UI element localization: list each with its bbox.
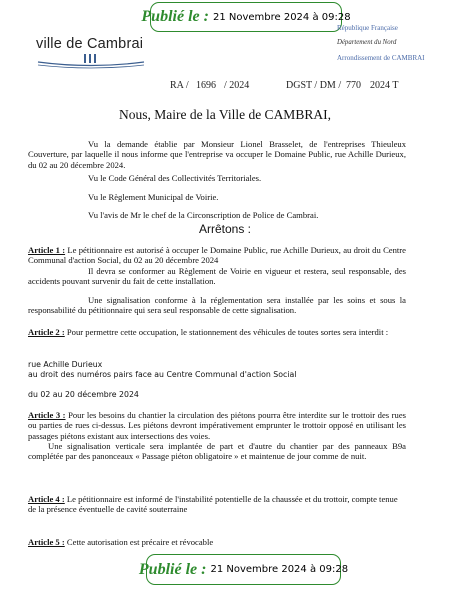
article-2-place: au droit des numéros pairs face au Centre Communal d'action Social	[28, 370, 297, 379]
article-1	[28, 245, 406, 266]
article-4	[28, 494, 406, 515]
ra-number: 1696	[196, 80, 216, 91]
article-4-text: Le pétitionnaire est informé de l'instabilité potentielle de la chaussée et du trottoir, compte tenue de la présence éventuelle de cavité souterraine	[28, 494, 398, 515]
published-label: Publié le :	[141, 8, 209, 25]
article-4-label: Article 4 :	[28, 494, 65, 504]
article-5-label: Article 5 :	[28, 537, 65, 547]
department-label: Département du Nord	[337, 39, 397, 47]
published-date: 21 Novembre 2024 à 09:28	[212, 11, 351, 23]
logo-text: ville de Cambrai	[36, 36, 144, 52]
article-2-text: Pour permettre cette occupation, le stationnement des véhicules de toutes sortes sera interdit :	[66, 327, 389, 337]
dgst-label: DGST / DM /	[286, 80, 342, 91]
republic-label: République Française	[337, 24, 398, 32]
published-date-bottom: 21 Novembre 2024 à 09:28	[210, 564, 349, 575]
published-label-bottom: Publié le :	[138, 560, 207, 578]
published-stamp-top	[141, 2, 351, 32]
article-5	[28, 537, 406, 547]
article-2	[28, 327, 406, 337]
article-3-label: Article 3 :	[28, 410, 66, 420]
article-3-signage: Une signalisation verticale sera implantée de part et d'autre du chantier par des panneaux B9a complétée par des panonceaux « Passage piéton obligatoire » et maintenue de jour comme de nuit.	[28, 441, 406, 462]
vu-police: Vu l'avis de Mr le chef de la Circonscription de Police de Cambrai.	[88, 210, 319, 220]
article-3-text: Pour les besoins du chantier la circulation des piétons pourra être interdite sur le trottoir des rues ou parties de rues ci-dessus. Les piétons devront impérativement emprunter le trottoir opposé en utilisant les passages piétons existant aux intersections des voies.	[28, 410, 406, 441]
dgst-number: 770	[346, 80, 361, 91]
vu-reglement: Vu le Règlement Municipal de Voirie.	[88, 192, 219, 202]
article-2-dates: du 02 au 20 décembre 2024	[28, 390, 139, 399]
article-2-street: rue Achille Durieux	[28, 360, 103, 369]
article-2-label: Article 2 :	[28, 327, 65, 337]
vu-demande: Vu la demande établie par Monsieur Lionel Brasselet, de l'entreprises Thieuleux Couverture, par laquelle il nous informe que l'entreprise va occuper le Domaine Public, rue Achille Durieux, du 02 au 20 décembre 2024.	[28, 139, 406, 170]
city-logo	[36, 36, 143, 52]
article-1-signage: Une signalisation conforme à la réglementation sera installée par les soins et sous la responsabilité du pétitionnaire qui sera seul responsable de cette signalisation.	[28, 295, 406, 316]
arrondissement-label: Arrondissement de CAMBRAI	[337, 53, 425, 62]
article-1-text: Le pétitionnaire est autorisé à occuper le Domaine Public, rue Achille Durieux, au droit du Centre Communal d'action Social, du 02 au 20 décembre 2024	[28, 245, 406, 266]
ra-label: RA /	[170, 80, 189, 91]
article-1-responsibility: Il devra se conformer au Règlement de Voirie en vigueur et restera, seul responsable, des accidents pouvant survenir du fait de cette installation.	[28, 266, 406, 287]
article-3	[28, 410, 406, 441]
published-stamp-bottom	[138, 554, 349, 585]
article-1-label: Article 1 :	[28, 245, 66, 255]
logo-mark-icon	[36, 54, 146, 70]
arretons-heading: Arrêtons :	[198, 222, 252, 236]
ra-year: / 2024	[224, 80, 250, 91]
page-title: Nous, Maire de la Ville de CAMBRAI,	[119, 107, 331, 122]
article-5-text: Cette autorisation est précaire et révocable	[66, 537, 214, 547]
dgst-year: 2024 T	[370, 80, 399, 91]
vu-code: Vu le Code Général des Collectivités Territoriales.	[88, 173, 262, 183]
administrative-header	[337, 24, 432, 69]
